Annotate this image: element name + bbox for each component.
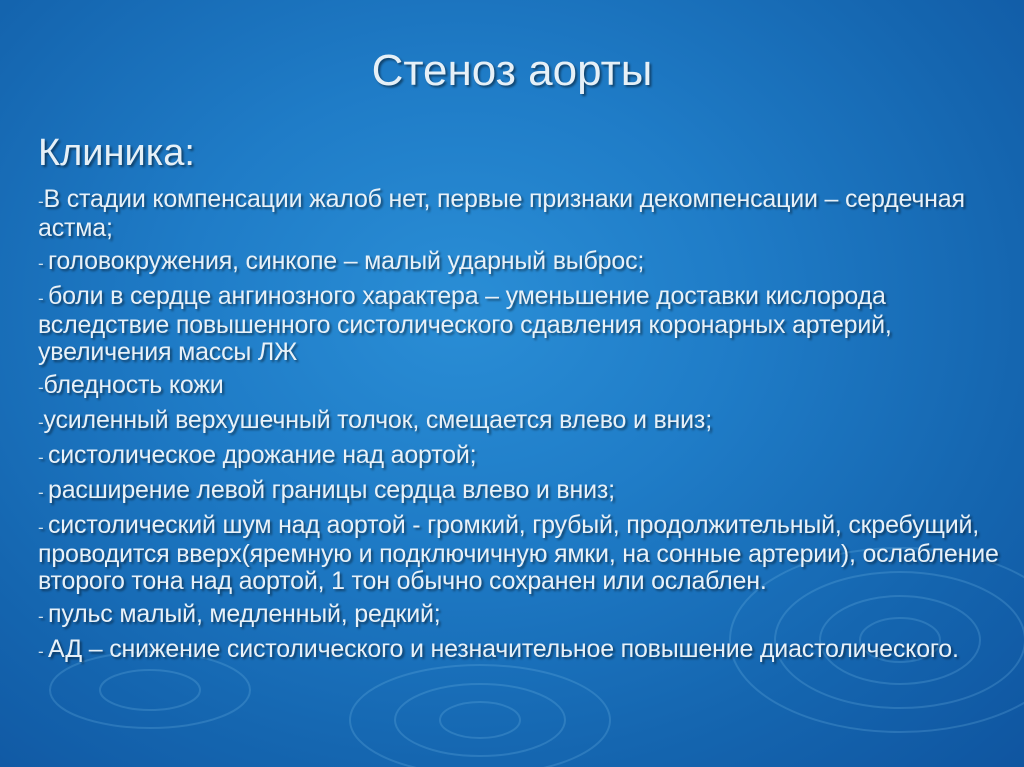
bullet-dash: - [38, 518, 48, 537]
list-item-text: боли в сердце ангинозного характера – уменьшение доставки кислорода вследствие повышенного систолического сдавления коронарных артерий, увеличения массы ЛЖ [38, 282, 892, 366]
list-item [38, 477, 1018, 506]
list-item-text: усиленный верхушечный толчок, смещается влево и вниз; [43, 406, 712, 434]
list-item [38, 407, 1018, 436]
list-item-text: расширение левой границы сердца влево и вниз; [47, 476, 615, 504]
bullet-dash: - [38, 378, 44, 397]
list-item [38, 372, 1018, 401]
list-item-text: систолическое дрожание над аортой; [47, 441, 477, 469]
list-item [38, 186, 1018, 242]
bullet-dash: - [38, 192, 44, 211]
list-item-text: пульс малый, медленный, редкий; [47, 600, 441, 628]
list-item [38, 283, 1018, 366]
list-item-text: бледность кожи [43, 371, 224, 399]
section-heading: Клиника: [38, 132, 195, 174]
list-item [38, 512, 1018, 595]
bullet-dash: - [38, 483, 48, 502]
symptom-list [38, 186, 1018, 671]
bullet-dash: - [38, 607, 48, 626]
list-item-text: головокружения, синкопе – малый ударный выброс; [47, 247, 645, 275]
bullet-dash: - [38, 254, 48, 273]
list-item-text: АД – снижение систолического и незначительное повышение диастолического. [47, 635, 959, 663]
bullet-dash: - [38, 448, 48, 467]
bullet-dash: - [38, 413, 44, 432]
slide-title: Стеноз аорты [371, 46, 653, 95]
list-item [38, 636, 1018, 665]
bullet-dash: - [38, 289, 48, 308]
list-item [38, 601, 1018, 630]
list-item-text: В стадии компенсации жалоб нет, первые признаки декомпенсации – сердечная астма; [38, 185, 965, 242]
bullet-dash: - [38, 642, 48, 661]
list-item-text: систолический шум над аортой - громкий, грубый, продолжительный, скребущий, проводится вверх(яремную и подключичную ямки, на сонные артерии), ослабление второго тона над аортой, 1 тон обычно сохранен или ослаблен. [38, 511, 999, 595]
list-item [38, 442, 1018, 471]
list-item [38, 248, 1018, 277]
